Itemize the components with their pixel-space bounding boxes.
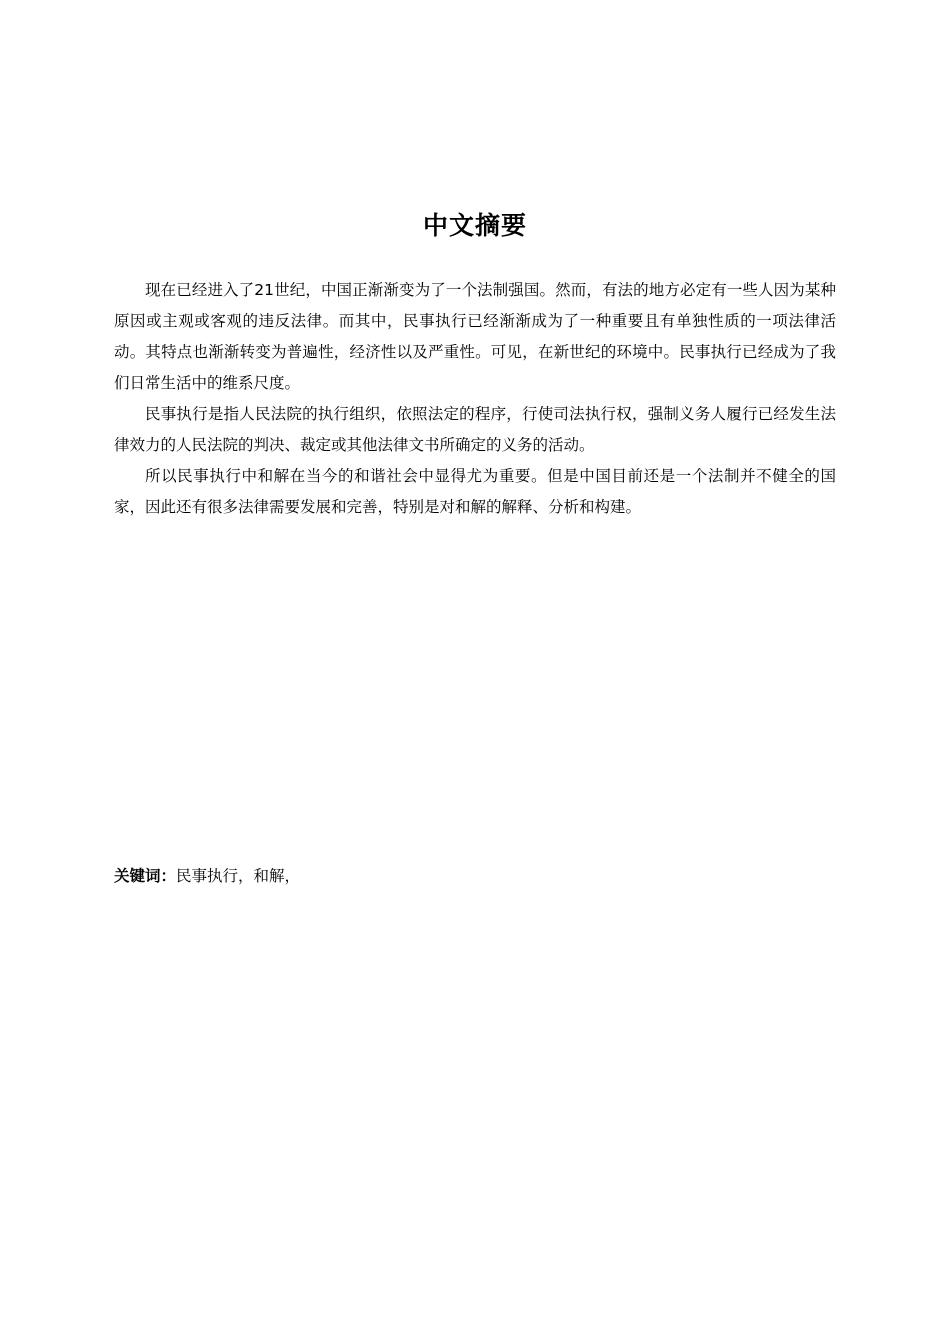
keywords-value: 民事执行，和解， <box>176 867 301 885</box>
abstract-paragraph-1: 现在已经进入了21世纪，中国正渐渐变为了一个法制强国。然而，有法的地方必定有一些人因为某种原因或主观或客观的违反法律。而其中，民事执行已经渐渐成为了一种重要且有单独性质的一项法律活动。其特点也渐渐转变为普遍性，经济性以及严重性。可见，在新世纪的环境中。民事执行已经成为了我们日常生活中的维系尺度。 <box>114 281 836 392</box>
page-title: 中文摘要 <box>422 211 527 240</box>
keywords-label: 关键词： <box>114 867 177 885</box>
abstract-body <box>114 275 836 523</box>
abstract-paragraph-2: 民事执行是指人民法院的执行组织，依照法定的程序，行使司法执行权，强制义务人履行已经发生法律效力的人民法院的判决、裁定或其他法律文书所确定的义务的活动。 <box>114 405 836 454</box>
abstract-paragraph-3: 所以民事执行中和解在当今的和谐社会中显得尤为重要。但是中国目前还是一个法制并不健全的国家，因此还有很多法律需要发展和完善，特别是对和解的解释、分析和构建。 <box>114 467 836 516</box>
keywords-line <box>114 862 300 890</box>
